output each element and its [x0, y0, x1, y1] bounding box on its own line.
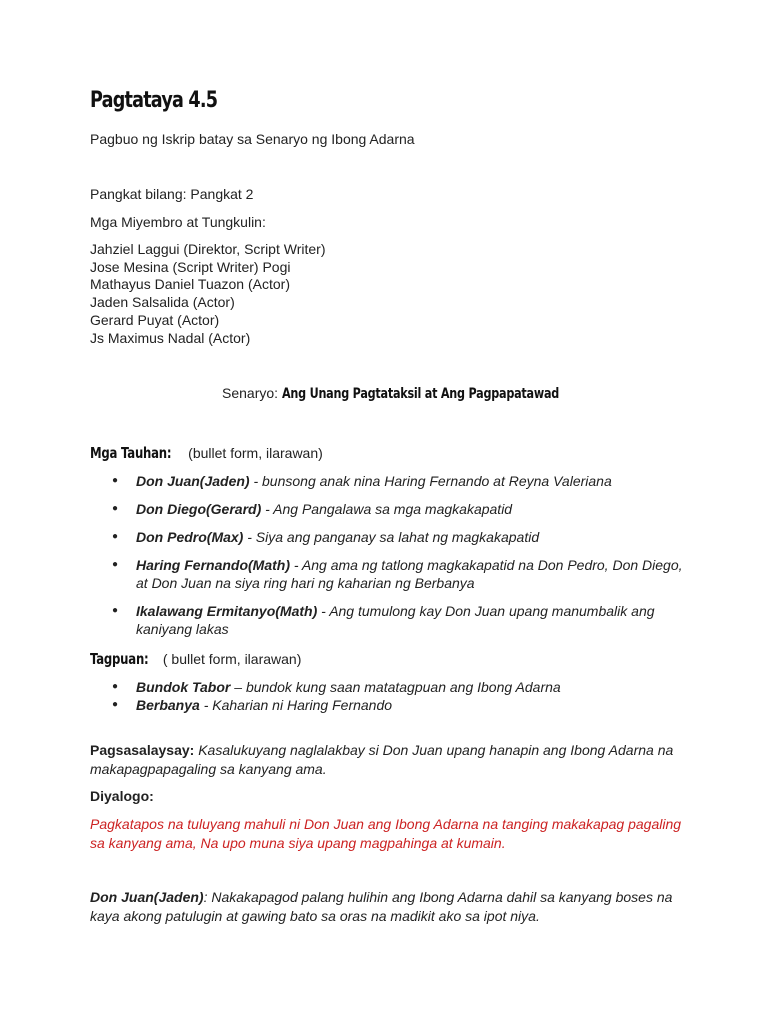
narration-label: Pagsasalaysay: — [90, 742, 195, 758]
character-name: Don Juan(Jaden) — [136, 473, 250, 489]
members-list — [90, 241, 325, 347]
characters-heading-line — [90, 444, 323, 462]
setting-note: ( bullet form, ilarawan) — [158, 651, 302, 667]
character-desc: - Ang Pangalawa sa mga magkakapatid — [261, 501, 513, 517]
subtitle: Pagbuo ng Iskrip batay sa Senaryo ng Ibong Adarna — [90, 131, 415, 147]
character-desc: - Ang tumulong kay Don Juan upang manumbalik ang kaniyang lakas — [136, 603, 655, 637]
character-desc: - bunsong anak nina Haring Fernando at Reyna Valeriana — [249, 473, 612, 489]
list-item — [90, 678, 690, 696]
member-item: Js Maximus Nadal (Actor) — [90, 329, 251, 346]
group-number: Pangkat bilang: Pangkat 2 — [90, 186, 254, 202]
place-desc: – bundok kung saan matatagpuan ang Ibong Adarna — [230, 679, 561, 695]
setting-list — [90, 678, 690, 714]
place-desc: - Kaharian ni Haring Fernando — [199, 697, 393, 713]
scenario-line — [222, 385, 628, 402]
character-name: Don Diego(Gerard) — [136, 501, 262, 517]
dialogue-line — [90, 888, 690, 926]
bullet-icon: ● — [112, 559, 119, 570]
character-name: Ikalawang Ermitanyo(Math) — [136, 603, 318, 619]
page-title: Pagtataya 4.5 — [90, 88, 218, 113]
list-item — [90, 602, 690, 638]
member-item: Jaden Salsalida (Actor) — [90, 294, 235, 311]
member-item: Mathayus Daniel Tuazon (Actor) — [90, 276, 290, 293]
place-name: Bundok Tabor — [136, 679, 231, 695]
list-item — [90, 696, 690, 714]
character-name: Haring Fernando(Math) — [136, 557, 290, 573]
dialogue-text: : Nakakapagod palang hulihin ang Ibong Adarna dahil sa kanyang boses na kaya akong patulugin at gawing bato sa oras na madikit ako sa ipot niya. — [90, 889, 673, 924]
character-name: Don Pedro(Max) — [136, 529, 244, 545]
narration-text: Kasalukuyang naglalakbay si Don Juan upang hanapin ang Ibong Adarna na makapagpapagaling sa kanyang ama. — [90, 742, 674, 777]
member-item: Gerard Puyat (Actor) — [90, 311, 220, 328]
scenario-label: Senaryo: — [222, 385, 282, 401]
list-item — [90, 556, 690, 592]
list-item — [90, 500, 690, 518]
member-item: Jahziel Laggui (Direktor, Script Writer) — [90, 241, 326, 257]
setting-heading: Tagpuan: — [90, 650, 149, 668]
bullet-icon: ● — [112, 681, 119, 692]
place-name: Berbanya — [136, 697, 200, 713]
stage-direction: Pagkatapos na tuluyang mahuli ni Don Juan ang Ibong Adarna na tanging makakapag pagaling sa kanyang ama, Na upo muna siya upang magpahinga at kumain. — [90, 816, 682, 851]
bullet-icon: ● — [112, 475, 119, 486]
bullet-icon: ● — [112, 531, 119, 542]
characters-heading: Mga Tauhan: — [90, 444, 172, 462]
bullet-icon: ● — [112, 699, 119, 710]
setting-heading-line — [90, 650, 301, 668]
bullet-icon: ● — [112, 605, 119, 616]
character-desc: - Siya ang panganay sa lahat ng magkakapatid — [243, 529, 540, 545]
speaker-name: Don Juan(Jaden) — [90, 889, 204, 905]
character-desc: - Ang ama ng tatlong magkakapatid na Don Pedro, Don Diego, at Don Juan na siya ring hari ng kaharian ng Berbanya — [136, 557, 683, 591]
list-item — [90, 528, 690, 546]
members-label: Mga Miyembro at Tungkulin: — [90, 214, 266, 230]
dialogue-label: Diyalogo: — [90, 788, 154, 804]
characters-list — [90, 472, 690, 638]
characters-note: (bullet form, ilarawan) — [184, 445, 323, 461]
bullet-icon: ● — [112, 503, 119, 514]
narration-paragraph — [90, 741, 690, 778]
member-item: Jose Mesina (Script Writer) Pogi — [90, 258, 291, 275]
scenario-title: Ang Unang Pagtataksil at Ang Pagpapatawad — [281, 386, 560, 402]
list-item — [90, 472, 690, 490]
